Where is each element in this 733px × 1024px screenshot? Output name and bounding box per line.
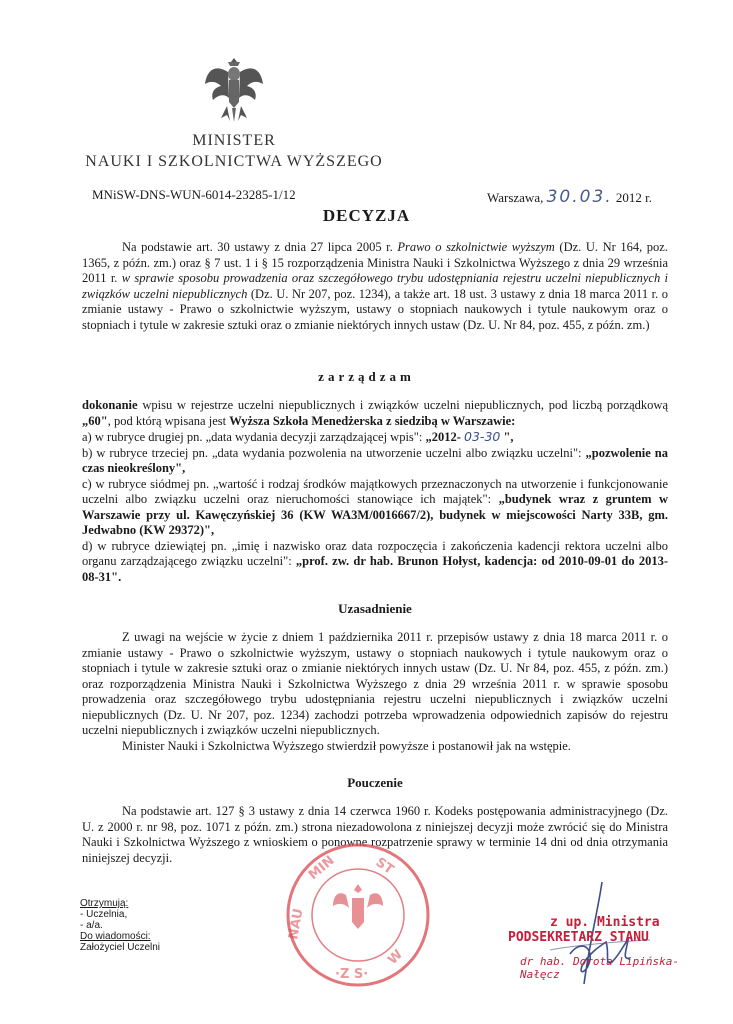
ministry-name: NAUKI I SZKOLNICTWA WYŻSZEGO <box>85 153 383 170</box>
official-stamp-icon <box>283 840 433 990</box>
ruling-keyword: zarządzam <box>318 369 415 384</box>
signature-block <box>508 915 698 981</box>
handwritten-decision-date: 03-30 <box>464 429 501 444</box>
signature-name: dr hab. Dorota Lipińska-Nałęcz <box>520 955 679 981</box>
svg-text:·Z S·: ·Z S· <box>335 967 369 982</box>
year: 2012 r. <box>615 190 653 205</box>
place: Warszawa, <box>487 190 544 205</box>
instruction-body: Na podstawie art. 127 § 3 ustawy z dnia 14 czerwca 1960 r. Kodeks postępowania administracyjnego (Dz. U. z 2000 r. nr 98, poz. 1071 z późn. zm.) strona niezadowolona z niniejszej decyzji może zwrócić się do Ministra Nauki i Szkolnictwa Wyższego z wnioskiem o ponowne rozpatrzenie sprawy w terminie 14 dni od dnia otrzymania niniejszej decyzji. <box>82 804 668 865</box>
svg-text:W: W <box>385 947 406 968</box>
signature-position: PODSEKRETARZ STANU <box>508 930 649 945</box>
minister-title: MINISTER <box>192 132 276 149</box>
distribution-list: Otrzymują: - Uczelnia, - a/a. Do wiadomości: Założyciel Uczelni <box>80 898 161 953</box>
svg-text:NAU: NAU <box>286 907 307 941</box>
place-date <box>487 187 652 207</box>
justification-heading: Uzasadnienie <box>338 601 412 616</box>
signature-authority: z up. Ministra <box>550 915 660 930</box>
svg-text:ST: ST <box>372 854 397 878</box>
svg-text:MIN: MIN <box>305 853 338 884</box>
handwritten-date: 30.03. <box>546 187 613 207</box>
decision-title: DECYZJA <box>322 206 411 225</box>
reference-number: MNiSW-DNS-WUN-6014-23285-1/12 <box>92 187 296 202</box>
instruction-heading: Pouczenie <box>347 775 403 790</box>
preamble: Na podstawie art. 30 ustawy z dnia 27 lipca 2005 r. Prawo o szkolnictwie wyższym (Dz. U. Nr 164, poz. 1365, z późn. zm.) oraz § 7 ust. 1 i § 15 rozporządzenia Ministra Nauki i Szkolnictwa Wyższego z dnia 29 września 2011 r. w sprawie sposobu prowadzenia oraz szczegółowego trybu udostępniania rejestru uczelni niepublicznych i związków uczelni niepublicznych (Dz. U. Nr 207, poz. 1234), a także art. 18 ust. 3 ustawy z dnia 18 marca 2011 r. o zmianie ustawy - Prawo o szkolnictwie wyższym, ustawy o stopniach naukowych i tytule naukowym oraz o stopniach i tytule w zakresie sztuki oraz o zmianie niektórych innych ustaw (Dz. U. Nr 84, poz. 455, z późn. zm.) <box>82 240 668 332</box>
ruling-body: dokonanie wpisu w rejestrze uczelni niepublicznych i związków uczelni niepublicznych, pod liczbą porządkową „60", pod którą wpisana jest Wyższa Szkoła Menedżerska z siedzibą w Warszawie: a) w rubryce drugiej pn. „data wydania decyzji zarządzającej wpis": „2012- 03-30 ", b) w rubryce trzeciej pn. „data wydania pozwolenia na utworzenie uczelni albo związku uczelni": „pozwolenie na czas nieokreślony", c) w rubryce siódmej pn. „wartość i rodzaj środków majątkowych przeznaczonych na utworzenie i funkcjonowanie uczelni albo związku uczelni oraz nieruchomości stanowiące ich majątek": „budynek wraz z gruntem w Warszawie przy ul. Kawęczyńskiej 36 (KW WA3M/0016667/2), budynek w miejscowości Narty 33B, gm. Jedwabno (KW 29372)", d) w rubryce dziewiątej pn. „imię i nazwisko oraz data rozpoczęcia i zakończenia kadencji rektora uczelni albo organu zarządzającego związku uczelni": „prof. zw. dr hab. Brunon Hołyst, kadencja: od 2010-09-01 do 2013-08-31". <box>82 398 668 584</box>
eagle-emblem-icon <box>203 52 265 126</box>
justification-body: Z uwagi na wejście w życie z dniem 1 października 2011 r. przepisów ustawy z dnia 18 marca 2011 r. o zmianie ustawy - Prawo o szkolnictwie wyższym, ustawy o stopniach naukowych i tytule naukowym oraz o stopniach i tytule w zakresie sztuki oraz o zmianie niektórych innych ustaw (Dz. U. Nr 84, poz. 455, z późn. zm.) oraz rozporządzenia Ministra Nauki i Szkolnictwa Wyższego z dnia 29 września 2011 r. w sprawie sposobu prowadzenia oraz szczegółowego trybu udostępniania rejestru uczelni niepublicznych i związków uczelni niepublicznych (Dz. U. Nr 207, poz. 1234) zachodzi potrzeba wprowadzenia odpowiednich zapisów do rejestru uczelni niepublicznych i związków uczelni niepublicznych. Minister Nauki i Szkolnictwa Wyższego stwierdził powyższe i postanowił jak na wstępie. <box>82 630 668 753</box>
